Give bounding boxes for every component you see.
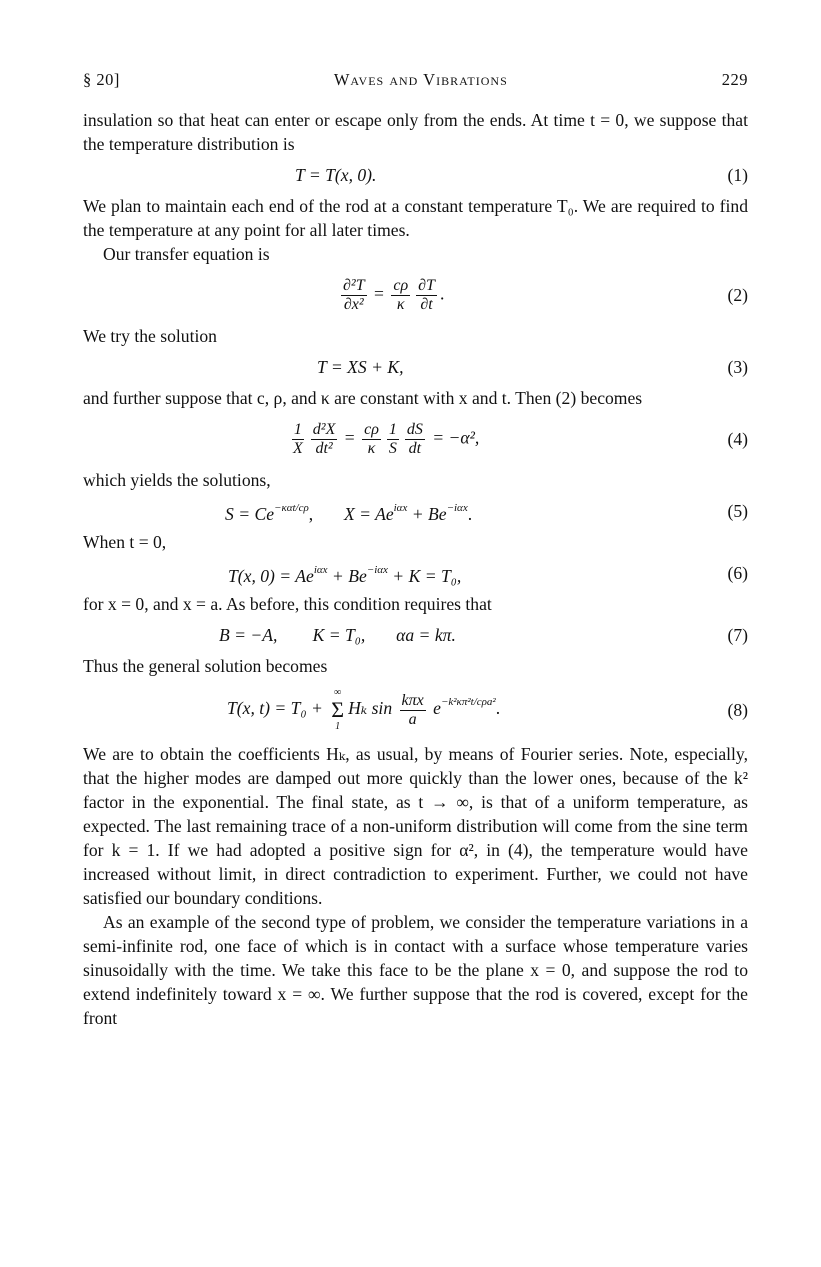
numerator: 1 <box>388 420 397 438</box>
equation-1-body: T = T(x, 0). <box>295 165 377 185</box>
numerator: cρ <box>393 276 409 294</box>
equation-2 <box>83 270 748 320</box>
fraction <box>341 277 367 314</box>
exponent: iαx <box>393 502 408 514</box>
exponent: iαx <box>313 564 328 576</box>
fraction <box>387 421 399 458</box>
equation-7-body: B = −A, K = T₀, αa = kπ. <box>219 625 456 645</box>
summation <box>331 687 344 733</box>
exponent: −καt/cρ <box>274 502 309 514</box>
equation-8-body <box>227 687 500 733</box>
paragraph-11: As an example of the second type of problem, we consider the temperature variations in a semi-infinite rod, one face of which is in contact with a surface whose temperature varies sinusoidally with the time. We take this face to be the plane x = 0, and suppose the rod to extend indefinitely toward x = ∞. We further suppose that the rod is covered, except for the front <box>83 912 748 1028</box>
sum-upper-limit: ∞ <box>334 687 342 698</box>
equation-5-number: (5) <box>727 501 748 521</box>
equation-6-mid: + Be <box>327 566 367 586</box>
equation-1 <box>83 160 748 190</box>
fraction <box>391 277 410 314</box>
numerator: dS <box>406 420 423 438</box>
numerator: ∂T <box>418 276 435 294</box>
exponent: −k²κπ²t/cρa² <box>440 696 496 709</box>
equation-6-rhs: + K = T₀, <box>387 566 462 586</box>
denominator: ∂t <box>420 295 433 313</box>
paragraph-1: insulation so that heat can enter or escape only from the ends. At time t = 0, we suppose that the temperature distribution is <box>83 110 748 154</box>
equation-7 <box>83 620 748 650</box>
equation-3-number: (3) <box>727 357 748 377</box>
equation-4-number: (4) <box>727 429 748 449</box>
equation-5 <box>83 496 748 526</box>
sigma-symbol: Σ <box>331 697 345 722</box>
fraction <box>362 421 381 458</box>
equation-6-lhs: T(x, 0) = Ae <box>228 566 314 586</box>
paragraph-7: When t = 0, <box>83 532 167 552</box>
denominator: dt² <box>315 439 333 457</box>
x-solution-mid: + Be <box>407 504 447 524</box>
paragraph-8: for x = 0, and x = a. As before, this condition requires that <box>83 594 492 614</box>
paragraph-6: which yields the solutions, <box>83 470 271 490</box>
equation-8-term: Hₖ sin <box>348 698 397 719</box>
equation-2-body <box>338 277 444 314</box>
equation-6-number: (6) <box>727 563 748 583</box>
numerator: kπx <box>401 691 424 709</box>
numerator: d²X <box>312 420 336 438</box>
fraction <box>311 421 338 458</box>
paragraph-4: We try the solution <box>83 326 217 346</box>
paragraph-3: Our transfer equation is <box>103 244 270 264</box>
fraction <box>400 692 426 729</box>
equation-7-number: (7) <box>727 625 748 645</box>
paragraph-2: We plan to maintain each end of the rod at a constant temperature T₀. We are required to find the temperature at any point for all later times. <box>83 196 748 240</box>
numerator: ∂²T <box>343 276 365 294</box>
paragraph-5: and further suppose that c, ρ, and κ are constant with x and t. Then (2) becomes <box>83 388 643 408</box>
equation-8 <box>83 682 748 738</box>
equation-2-number: (2) <box>727 285 748 305</box>
period: . <box>439 283 445 304</box>
denominator: dt <box>408 439 422 457</box>
equation-6 <box>83 558 748 588</box>
equation-1-number: (1) <box>727 165 748 185</box>
exponent: −iαx <box>366 564 388 576</box>
denominator: a <box>408 710 417 728</box>
numerator: cρ <box>364 420 379 438</box>
period: . <box>467 504 473 524</box>
fraction <box>416 277 437 314</box>
page-number: 229 <box>721 70 748 89</box>
paragraph-9: Thus the general solution becomes <box>83 656 328 676</box>
equation-4 <box>83 414 748 464</box>
s-solution: S = Ce <box>225 504 275 524</box>
equation-4-tail: = −α², <box>427 427 480 448</box>
denominator: κ <box>367 439 376 457</box>
equation-8-lhs: T(x, t) = T₀ + <box>227 698 328 719</box>
denominator: S <box>388 439 397 457</box>
numerator: 1 <box>293 420 302 438</box>
equation-3 <box>83 352 748 382</box>
paragraph-10: We are to obtain the coefficients Hₖ, as usual, by means of Fourier series. Note, especially, that the higher modes are damped out more quickly than the lower ones, because of the k² factor in the exponential. The final state, as t → ∞, is that of a uniform temperature, as expected. The last remaining trace of a non-uniform distribution will come from the sine term for k = 1. If we had adopted a positive sign for α², in (4), the temperature would have increased without limit, in direct contradiction to experiment. Further, we could not have satisfied our boundary conditions. <box>83 744 748 908</box>
period: . <box>495 698 501 719</box>
denominator: ∂x² <box>343 295 364 313</box>
equation-8-exp-base: e <box>428 698 441 719</box>
running-header <box>83 68 748 108</box>
equation-4-body: $\frac{1}{X}$ $\frac{\text{d²X}}{\text{dt²}}$ = $\frac{c\rho}{\kappa}$ $\frac{1}{S}$ $\frac{dS}{dt}$ = −α², <box>293 420 480 457</box>
equation-5-body: $S = Ce^{-\kappa\alpha t/c\rho}$, $X = Ae^{i\alpha x} + Be^{-i\alpha x}$. <box>225 502 473 524</box>
fraction <box>405 421 425 458</box>
denominator: κ <box>396 295 405 313</box>
section-marker: § 20] <box>83 70 120 89</box>
equals: = <box>369 283 389 304</box>
running-title: Waves and Vibrations <box>333 70 508 89</box>
equation-8-number: (8) <box>727 700 748 720</box>
fraction <box>291 421 305 458</box>
x-solution: X = Ae <box>343 504 394 524</box>
exponent: −iαx <box>446 502 468 514</box>
page <box>83 68 748 1030</box>
equation-6-body <box>228 558 461 588</box>
sum-lower-limit: 1 <box>335 721 341 732</box>
denominator: X <box>293 439 303 457</box>
equation-3-body: T = XS + K, <box>317 357 404 377</box>
